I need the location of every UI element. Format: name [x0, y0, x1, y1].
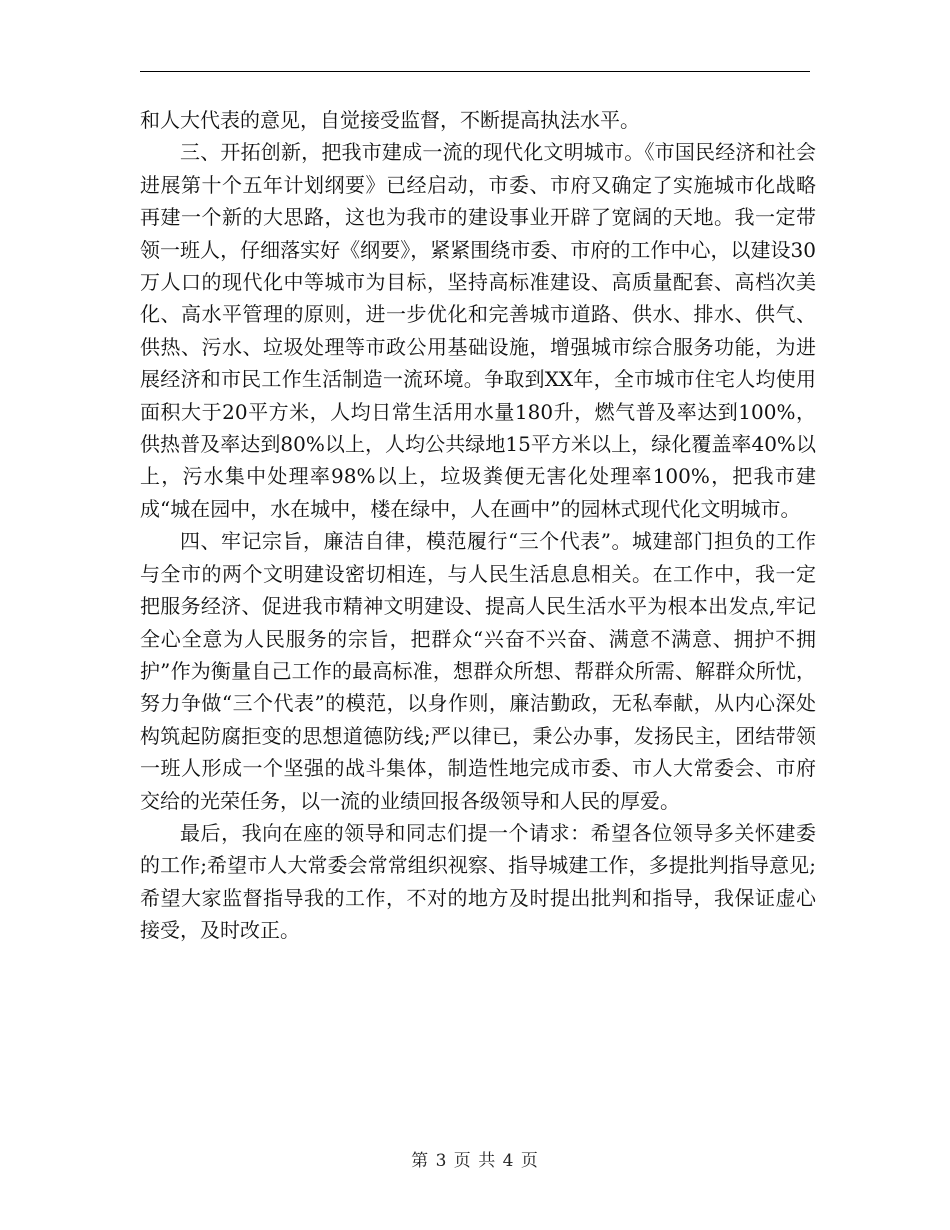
paragraph-continuation: 和人大代表的意见，自觉接受监督，不断提高执法水平。	[140, 108, 640, 132]
paragraph-closing: 最后，我向在座的领导和同志们提一个请求：希望各位领导多关怀建委的工作;希望市人大常委会常常组织视察、指导城建工作，多提批判指导意见;希望大家监督指导我的工作，不对的地方及时提出批判和指导，我保证虚心接受，及时改正。	[140, 820, 816, 943]
paragraph-section-four: 四、牢记宗旨，廉洁自律，模范履行“三个代表”。城建部门担负的工作与全市的两个文明建设密切相连，与人民生活息息相关。在工作中，我一定把服务经济、促进我市精神文明建设、提高人民生活水平为根本出发点,牢记全心全意为人民服务的宗旨，把群众“兴奋不兴奋、满意不满意、拥护不拥护”作为衡量自己工作的最高标准，想群众所想、帮群众所需、解群众所忧，努力争做“三个代表”的模范，以身作则，廉洁勤政，无私奉献，从内心深处构筑起防腐拒变的思想道德防线;严以律已，秉公办事，发扬民主，团结带领一班人形成一个坚强的战斗集体，制造性地完成市委、市人大常委会、市府交给的光荣任务，以一流的业绩回报各级领导和人民的厚爱。	[140, 529, 816, 813]
paragraph-section-three: 三、开拓创新，把我市建成一流的现代化文明城市。《市国民经济和社会进展第十个五年计划纲要》已经启动，市委、市府又确定了实施城市化战略再建一个新的大思路，这也为我市的建设事业开辟了宽阔的天地。我一定带领一班人，仔细落实好《纲要》，紧紧围绕市委、市府的工作中心，以建设30万人口的现代化中等城市为目标，坚持高标准建设、高质量配套、高档次美化、高水平管理的原则，进一步优化和完善城市道路、供水、排水、供气、供热、污水、垃圾处理等市政公用基础设施，增强城市综合服务功能，为进展经济和市民工作生活制造一流环境。争取到XX年，全市城市住宅人均使用面积大于20平方米，人均日常生活用水量180升，燃气普及率达到100%，供热普及率达到80%以上，人均公共绿地15平方米以上，绿化覆盖率40%以上，污水集中处理率98%以上，垃圾粪便无害化处理率100%，把我市建成“城在园中，水在城中，楼在绿中，人在画中”的园林式现代化文明城市。	[140, 140, 816, 521]
page-footer: 第 3 页 共 4 页	[411, 1151, 539, 1171]
document-body	[140, 104, 816, 947]
header-rule	[140, 71, 810, 72]
